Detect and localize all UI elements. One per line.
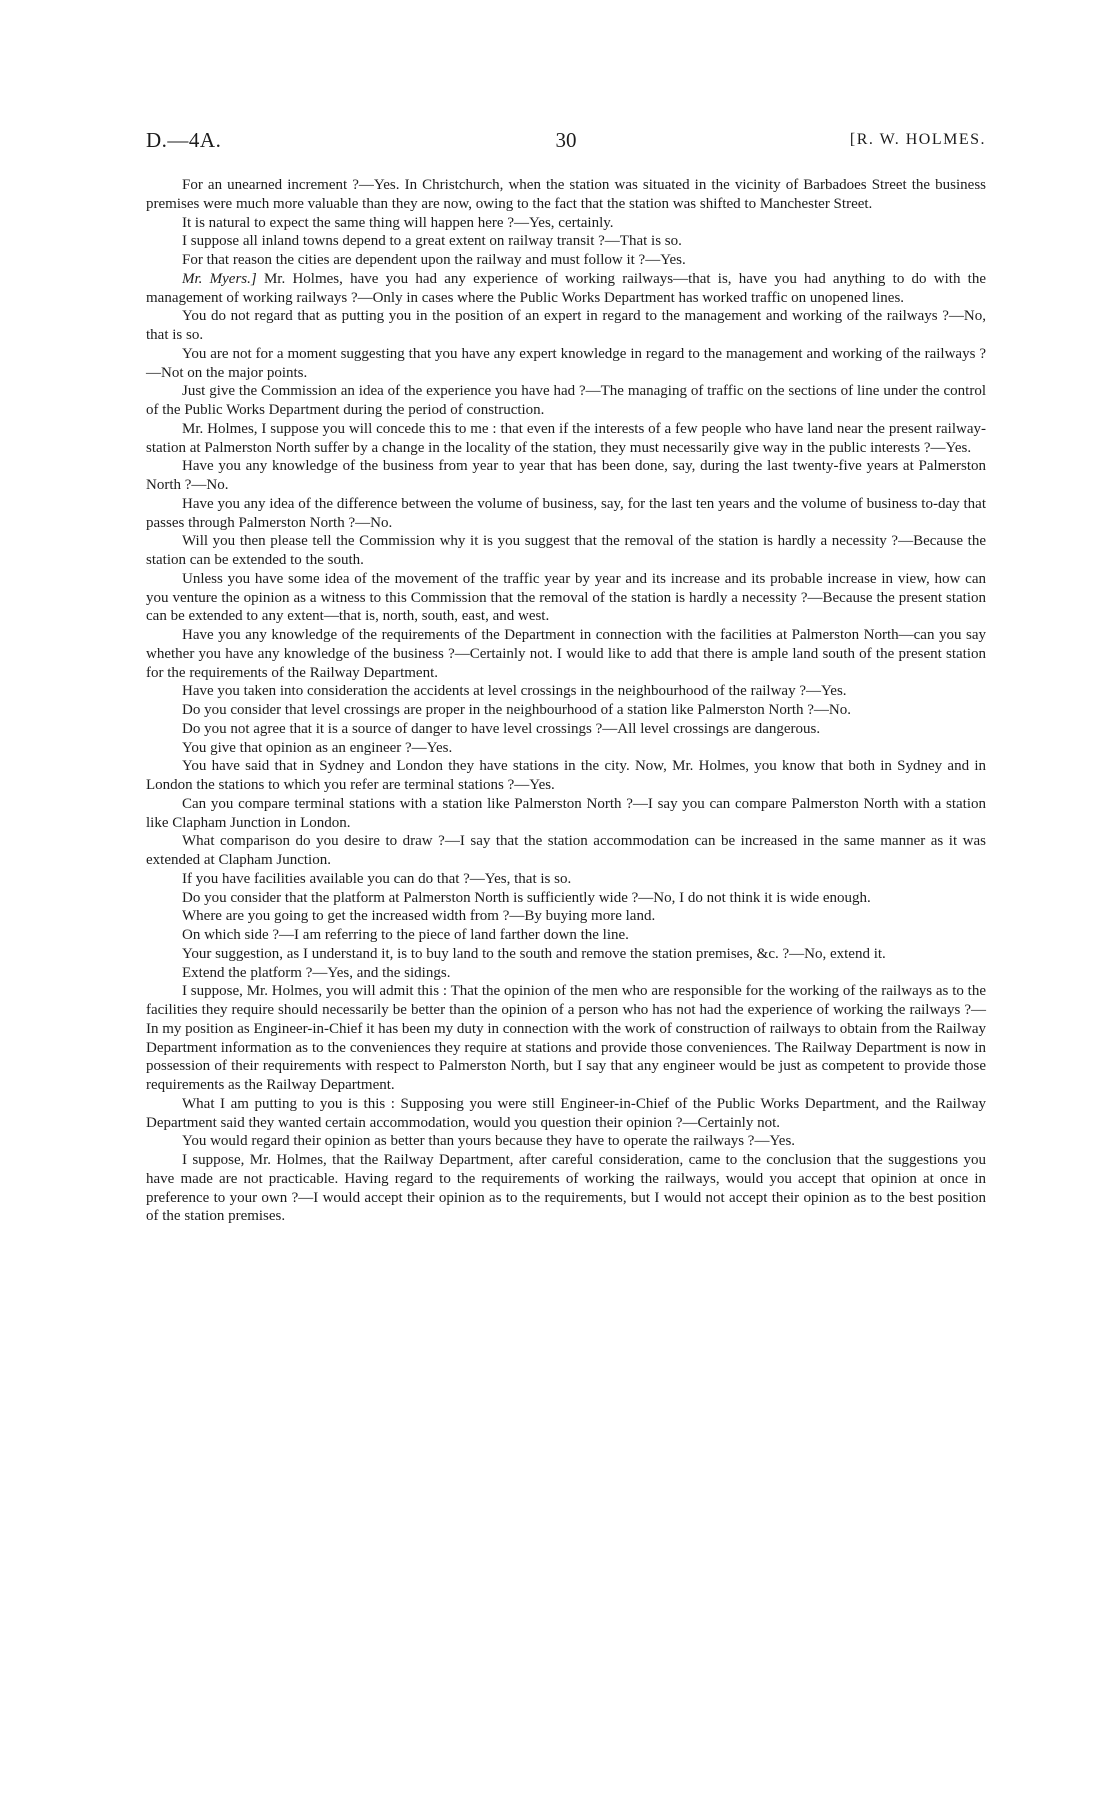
paragraph-text: It is natural to expect the same thing will happen here ?—Yes, certainly. bbox=[182, 214, 614, 231]
page-header bbox=[146, 128, 986, 158]
testimony-paragraph bbox=[146, 1151, 986, 1226]
testimony-paragraph bbox=[146, 926, 986, 945]
paragraph-text: Unless you have some idea of the movement of the traffic year by year and its increase and its probable increase in view, how can you venture the opinion as a witness to this Commission that the removal of the station is hardly a necessity ?—Because the present station can be extended to any extent—that is, north, south, east, and west. bbox=[146, 570, 986, 625]
paragraph-text: Mr. Holmes, have you had any experience of working railways—that is, have you had anything to do with the management of working railways ?—Only in cases where the Public Works Department has worked traffic on unopened lines. bbox=[146, 270, 986, 306]
paragraph-text: What comparison do you desire to draw ?—I say that the station accommodation can be increased in the same manner as it was extended at Clapham Junction. bbox=[146, 833, 986, 868]
testimony-paragraph bbox=[146, 457, 986, 495]
witness-name: [R. W. HOLMES. bbox=[849, 131, 986, 148]
testimony-paragraph bbox=[146, 232, 986, 251]
testimony-paragraph bbox=[146, 757, 986, 795]
paragraph-text: I suppose, Mr. Holmes, that the Railway Department, after careful consideration, came to the conclusion that the suggestions you have made are not practicable. Having regard to the requirements of working the railways, would you accept that opinion at once in preference to your own ?—I would accept their opinion as to the requirements, but I would not accept their opinion as to the best position of the station premises. bbox=[146, 1152, 986, 1225]
testimony-paragraph bbox=[146, 626, 986, 682]
speaker-label: Mr. Myers.] bbox=[182, 270, 257, 287]
testimony-paragraph bbox=[146, 1095, 986, 1133]
paragraph-text: Do you not agree that it is a source of danger to have level crossings ?—All level crossings are dangerous. bbox=[182, 720, 821, 737]
testimony-paragraph bbox=[146, 889, 986, 908]
testimony-paragraph bbox=[146, 964, 986, 983]
paragraph-text: For an unearned increment ?—Yes. In Christchurch, when the station was situated in the vicinity of Barbadoes Street the business premises were much more valuable than they are now, owing to the fact that the station was shifted to Manchester Street. bbox=[146, 177, 986, 212]
paragraph-text: For that reason the cities are dependent upon the railway and must follow it ?—Yes. bbox=[182, 252, 686, 268]
testimony-paragraph bbox=[146, 720, 986, 739]
paragraph-text: Your suggestion, as I understand it, is to buy land to the south and remove the station premises, &c. ?—No, extend it. bbox=[182, 945, 886, 962]
document-reference: D.—4A. bbox=[146, 128, 222, 152]
testimony-paragraph bbox=[146, 701, 986, 720]
paragraph-text: Do you consider that level crossings are proper in the neighbourhood of a station like Palmerston North ?—No. bbox=[182, 702, 852, 718]
testimony-paragraph bbox=[146, 251, 986, 270]
paragraph-text: I suppose, Mr. Holmes, you will admit this : That the opinion of the men who are responsible for the working of the railways as to the facilities they require should necessarily be better than the opinion of a person who has not had the experience of working the railways ?—In my position as Engineer-in-Chief it has been my duty in connection with the work of construction of railways to obtain from the Railway Department information as to the conveniences they require at stations and provide those conveniences. The Railway Department is now in possession of their requirements with respect to Palmerston North, but I say that any engineer would be just as competent to provide those requirements as the Railway Department. bbox=[146, 983, 986, 1093]
testimony-paragraph bbox=[146, 307, 986, 345]
paragraph-text: I suppose all inland towns depend to a great extent on railway transit ?—That is so. bbox=[182, 233, 682, 250]
paragraph-text: Do you consider that the platform at Palmerston North is sufficiently wide ?—No, I do not think it is wide enough. bbox=[182, 889, 871, 906]
testimony-paragraph bbox=[146, 420, 986, 458]
testimony-body bbox=[146, 176, 986, 1226]
testimony-paragraph bbox=[146, 1132, 986, 1151]
paragraph-text: You have said that in Sydney and London they have stations in the city. Now, Mr. Holmes, you know that both in Sydney and in London the stations to which you refer are terminal stations ?—Yes. bbox=[146, 758, 986, 793]
paragraph-text: Have you any knowledge of the business from year to year that has been done, say, during the last twenty-five years at Palmerston North ?—No. bbox=[146, 458, 986, 493]
paragraph-text: Mr. Holmes, I suppose you will concede this to me : that even if the interests of a few people who have land near the present railway-station at Palmerston North suffer by a change in the locality of the station, they must necessarily give way in the public interests ?—Yes. bbox=[146, 420, 986, 456]
testimony-paragraph bbox=[146, 270, 986, 308]
paragraph-text: You do not regard that as putting you in the position of an expert in regard to the management and working of the railways ?—No, that is so. bbox=[146, 308, 986, 343]
page-number: 30 bbox=[555, 128, 577, 152]
paragraph-text: What I am putting to you is this : Supposing you were still Engineer-in-Chief of the Public Works Department, and the Railway Department said they wanted certain accommodation, would you question their opinion ?—Certainly not. bbox=[146, 1095, 986, 1131]
paragraph-text: If you have facilities available you can do that ?—Yes, that is so. bbox=[182, 870, 572, 887]
paragraph-text: You are not for a moment suggesting that you have any expert knowledge in regard to the management and working of the railways ?—Not on the major points. bbox=[146, 345, 986, 381]
testimony-paragraph bbox=[146, 214, 986, 233]
testimony-paragraph bbox=[146, 907, 986, 926]
paragraph-text: Have you any idea of the difference between the volume of business, say, for the last ten years and the volume of business to-day that passes through Palmerston North ?—No. bbox=[146, 495, 986, 531]
testimony-paragraph bbox=[146, 382, 986, 420]
testimony-paragraph bbox=[146, 982, 986, 1095]
paragraph-text: Extend the platform ?—Yes, and the sidings. bbox=[182, 964, 451, 981]
paragraph-text: You give that opinion as an engineer ?—Yes. bbox=[182, 739, 453, 756]
testimony-paragraph bbox=[146, 945, 986, 964]
testimony-paragraph bbox=[146, 495, 986, 533]
testimony-paragraph bbox=[146, 870, 986, 889]
paragraph-text: On which side ?—I am referring to the piece of land farther down the line. bbox=[182, 927, 629, 943]
paragraph-text: Have you taken into consideration the accidents at level crossings in the neighbourhood of the railway ?—Yes. bbox=[182, 683, 847, 700]
testimony-paragraph bbox=[146, 532, 986, 570]
paragraph-text: You would regard their opinion as better than yours because they have to operate the railways ?—Yes. bbox=[182, 1133, 796, 1150]
testimony-paragraph bbox=[146, 570, 986, 626]
testimony-paragraph bbox=[146, 739, 986, 758]
paragraph-text: Can you compare terminal stations with a station like Palmerston North ?—I say you can compare Palmerston North with a station like Clapham Junction in London. bbox=[146, 795, 986, 831]
paragraph-text: Just give the Commission an idea of the experience you have had ?—The managing of traffic on the sections of line under the control of the Public Works Department during the period of construction. bbox=[146, 383, 986, 418]
testimony-paragraph bbox=[146, 832, 986, 870]
paragraph-text: Have you any knowledge of the requirements of the Department in connection with the facilities at Palmerston North—can you say whether you have any knowledge of the business ?—Certainly not. I would like to add that there is ample land south of the present station for the requirements of the Railway Department. bbox=[146, 627, 986, 681]
paragraph-text: Where are you going to get the increased width from ?—By buying more land. bbox=[182, 908, 656, 925]
testimony-paragraph bbox=[146, 345, 986, 383]
testimony-paragraph bbox=[146, 682, 986, 701]
testimony-paragraph bbox=[146, 795, 986, 833]
testimony-paragraph bbox=[146, 176, 986, 214]
paragraph-text: Will you then please tell the Commission why it is you suggest that the removal of the station is hardly a necessity ?—Because the station can be extended to the south. bbox=[146, 533, 986, 568]
